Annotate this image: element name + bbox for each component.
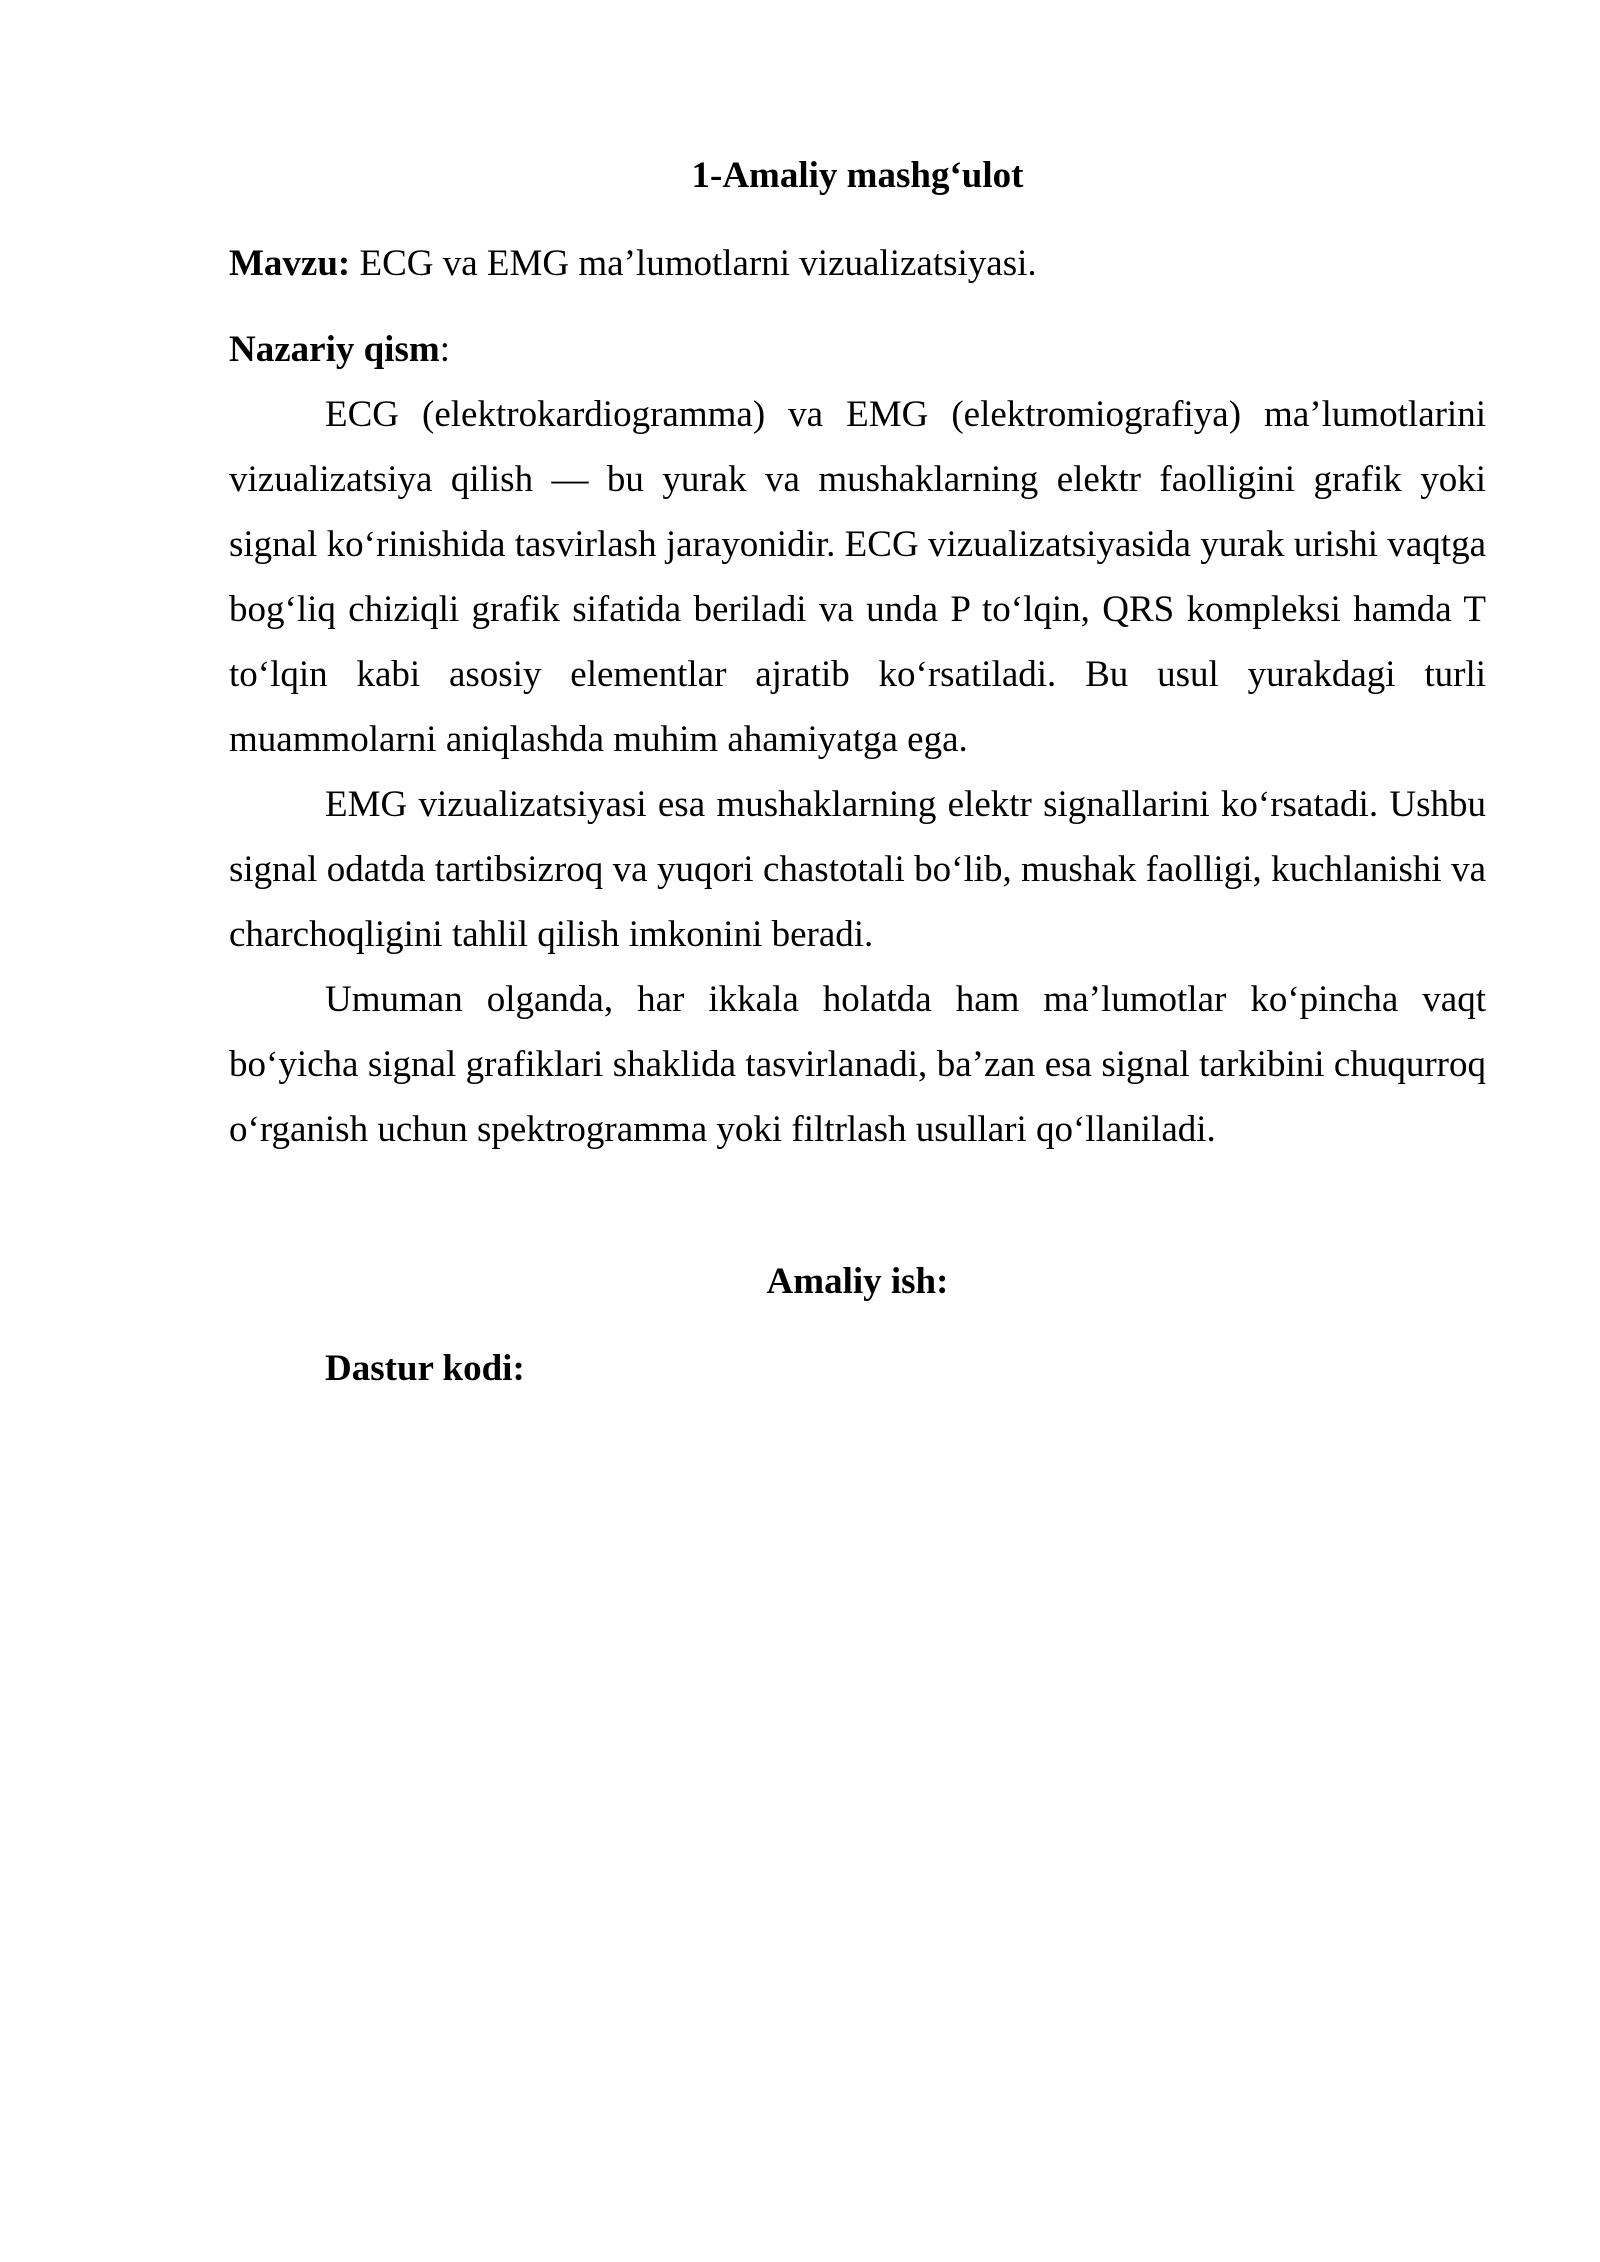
paragraph-summary: Umuman olganda, har ikkala holatda ham ma’lumotlar ko‘pincha vaqt bo‘yicha signal grafiklari shaklida tasvirlanadi, ba’zan esa signal tarkibini chuqurroq o‘rganish uchun spektrogramma yoki filtrlash usullari qo‘llaniladi. [229, 979, 1486, 1150]
topic-text: ECG va EMG ma’lumotlarni vizualizatsiyasi. [350, 243, 1037, 284]
paragraph-ecg-emg-intro: ECG (elektrokardiogramma) va EMG (elektromiografiya) ma’lumotlarini vizualizatsiya qilish — bu yurak va mushaklarning elektr faolligini grafik yoki signal ko‘rinishida tasvirlash jarayonidir. ECG vizualizatsiyasida yurak urishi vaqtga bog‘liq chiziqli grafik sifatida beriladi va unda P to‘lqin, QRS kompleksi hamda T to‘lqin kabi asosiy elementlar ajratib ko‘rsatiladi. Bu usul yurakdagi turli muammolarni aniqlashda muhim ahamiyatga ega. [229, 394, 1486, 760]
code-heading: Dastur kodi: [325, 1348, 525, 1389]
paragraph-emg: EMG vizualizatsiyasi esa mushaklarning elektr signallarini ko‘rsatadi. Ushbu signal odatda tartibsizroq va yuqori chastotali bo‘lib, mushak faolligi, kuchlanishi va charchoqligini tahlil qilish imkonini beradi. [229, 784, 1486, 955]
theory-heading [229, 331, 1486, 368]
theory-colon: : [439, 329, 450, 370]
topic-line [229, 245, 1486, 282]
document-title: 1-Amaliy mashg‘ulot [691, 155, 1024, 196]
practical-title: Amaliy ish: [766, 1261, 949, 1302]
theory-label: Nazariy qism [229, 329, 440, 370]
topic-label: Mavzu: [229, 243, 351, 284]
